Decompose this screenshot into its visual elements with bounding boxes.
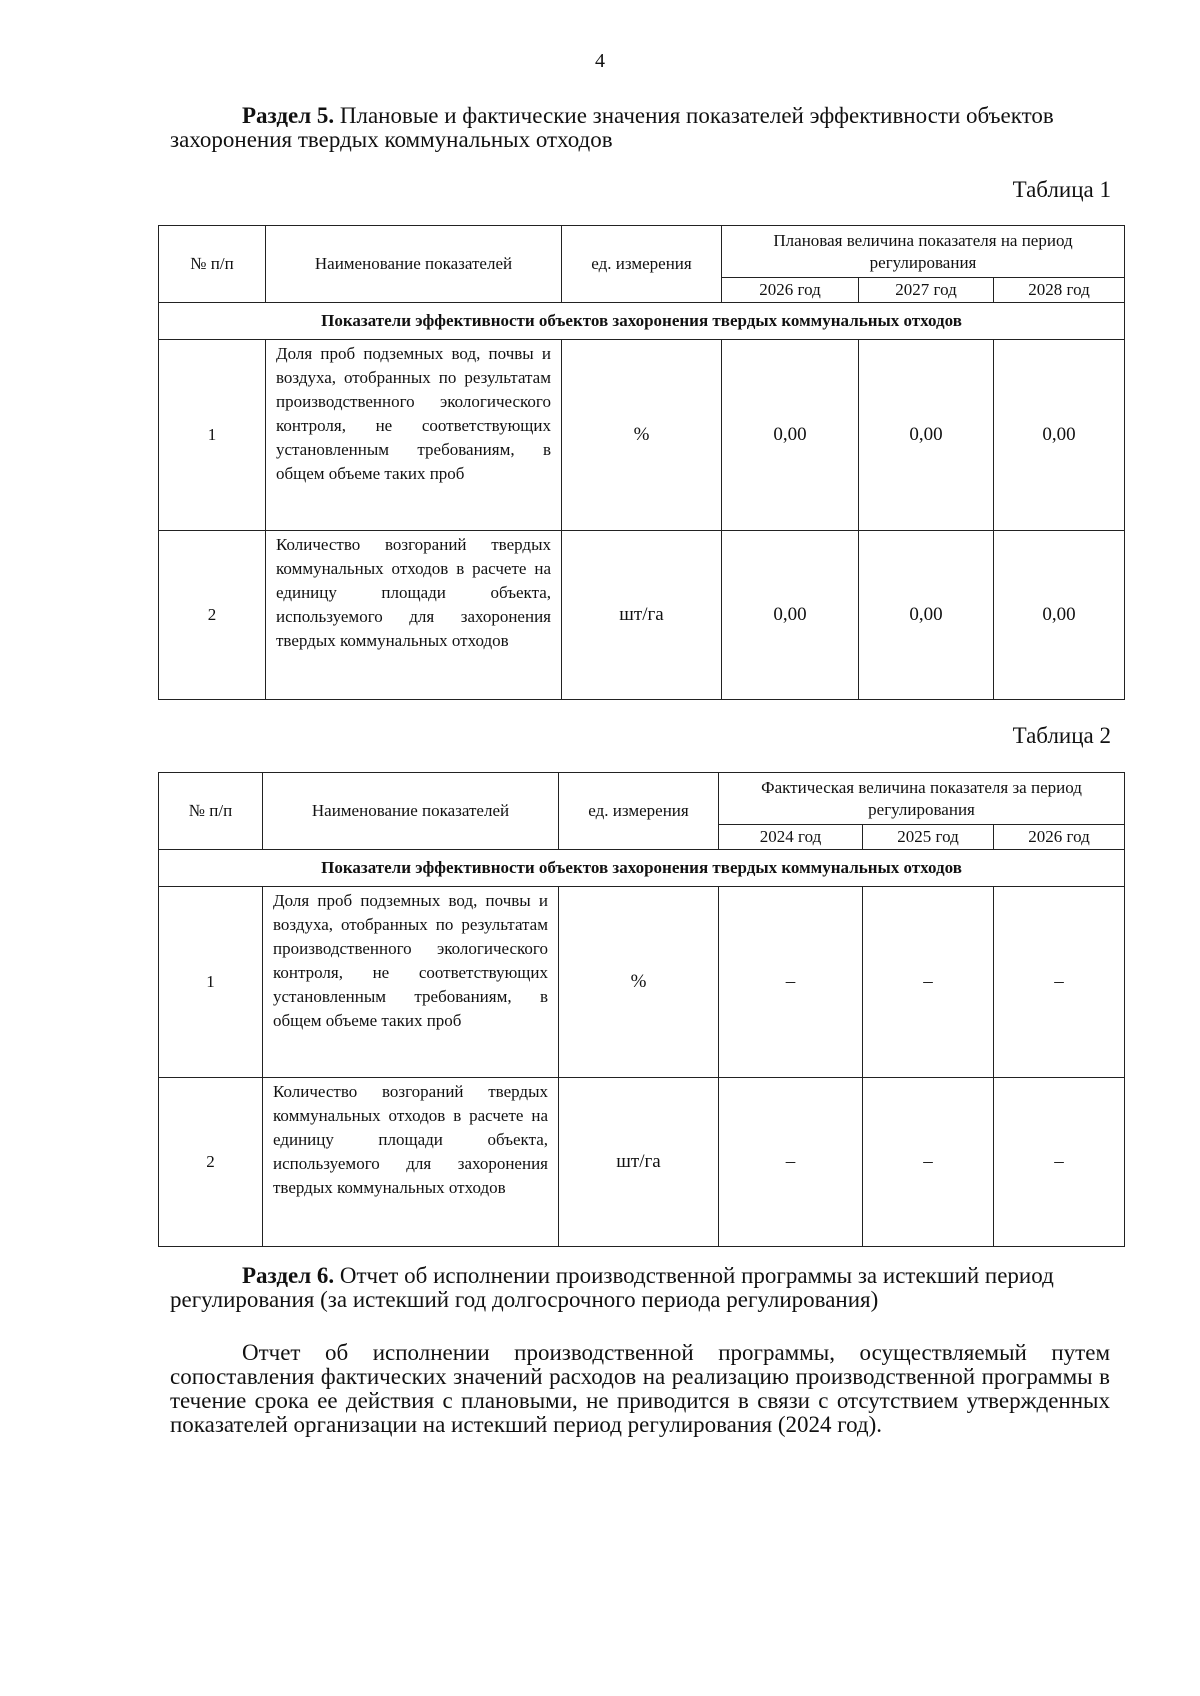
table2-section-row: Показатели эффективности объектов захоронения твердых коммунальных отходов (159, 850, 1125, 887)
table1-header-name: Наименование показателей (266, 226, 562, 303)
row-number: 1 (159, 340, 266, 531)
value-cell: 0,00 (859, 340, 994, 531)
table-row (159, 531, 1125, 700)
table1-year: 2028 год (994, 278, 1125, 303)
table1-year: 2026 год (722, 278, 859, 303)
value-cell: 0,00 (722, 340, 859, 531)
section5-title-line1: Плановые и фактические значения показателей эффективности объектов (339, 103, 1054, 128)
table2-year: 2024 год (719, 825, 863, 850)
value-cell: 0,00 (994, 340, 1125, 531)
table2-header-period: Фактическая величина показателя за период регулирования (719, 773, 1125, 825)
unit-cell: шт/га (559, 1078, 719, 1247)
indicator-name: Доля проб подземных вод, почвы и воздуха, отобранных по результатам производственного экологического контроля, не соответствующих установленным требованиям, в общем объеме таких проб (263, 887, 559, 1078)
value-cell: – (994, 1078, 1125, 1247)
table2-caption: Таблица 2 (1012, 723, 1111, 748)
row-number: 1 (159, 887, 263, 1078)
indicator-name: Доля проб подземных вод, почвы и воздуха, отобранных по результатам производственного экологического контроля, не соответствующих установленным требованиям, в общем объеме таких проб (266, 340, 562, 531)
table1-caption: Таблица 1 (1012, 177, 1111, 202)
section5-heading (170, 104, 1110, 152)
section5-title-line2: захоронения твердых коммунальных отходов (170, 127, 613, 152)
section6-title-line1: Отчет об исполнении производственной программы за истекший период (339, 1263, 1054, 1288)
page-number: 4 (595, 50, 605, 72)
value-cell: – (719, 887, 863, 1078)
section6-label: Раздел 6. (242, 1263, 335, 1288)
value-cell: – (863, 887, 994, 1078)
table1-header-unit: ед. измерения (562, 226, 722, 303)
section6-heading (170, 1264, 1110, 1312)
value-cell: 0,00 (859, 531, 994, 700)
table2-year: 2025 год (863, 825, 994, 850)
section6-title-line2: регулирования (за истекший год долгосрочного периода регулирования) (170, 1287, 879, 1312)
table2-header-no: № п/п (159, 773, 263, 850)
row-number: 2 (159, 1078, 263, 1247)
table1 (158, 225, 1125, 700)
table2-header-name: Наименование показателей (263, 773, 559, 850)
row-number: 2 (159, 531, 266, 700)
table1-year: 2027 год (859, 278, 994, 303)
table-row (159, 340, 1125, 531)
unit-cell: % (562, 340, 722, 531)
unit-cell: % (559, 887, 719, 1078)
table1-header-period: Плановая величина показателя на период регулирования (722, 226, 1125, 278)
value-cell: – (719, 1078, 863, 1247)
table2 (158, 772, 1125, 1247)
table2-header-unit: ед. измерения (559, 773, 719, 850)
section5-label: Раздел 5. (242, 103, 335, 128)
table2-year: 2026 год (994, 825, 1125, 850)
value-cell: – (863, 1078, 994, 1247)
value-cell: 0,00 (722, 531, 859, 700)
unit-cell: шт/га (562, 531, 722, 700)
table1-header-no: № п/п (159, 226, 266, 303)
table-row (159, 1078, 1125, 1247)
table1-section-row: Показатели эффективности объектов захоронения твердых коммунальных отходов (159, 303, 1125, 340)
report-paragraph: Отчет об исполнении производственной программы, осуществляемый путем сопоставления фактических значений расходов на реализацию производственной программы в течение срока ее действия с плановыми, не приводится в связи с отсутствием утвержденных показателей организации на истекший период регулирования (2024 год). (170, 1340, 1110, 1437)
table-row (159, 887, 1125, 1078)
value-cell: 0,00 (994, 531, 1125, 700)
value-cell: – (994, 887, 1125, 1078)
indicator-name: Количество возгораний твердых коммунальных отходов в расчете на единицу площади объекта, используемого для захоронения твердых коммунальных отходов (263, 1078, 559, 1247)
indicator-name: Количество возгораний твердых коммунальных отходов в расчете на единицу площади объекта, используемого для захоронения твердых коммунальных отходов (266, 531, 562, 700)
